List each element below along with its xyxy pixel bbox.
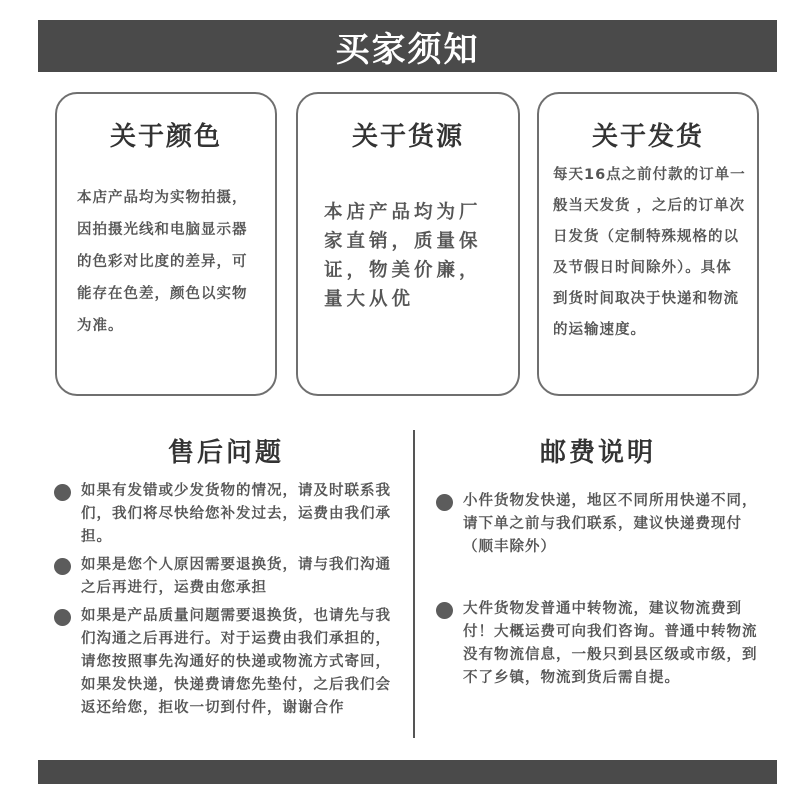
after-sales-item: [54, 480, 400, 549]
page-banner: [38, 20, 777, 72]
shipping-title: 邮费说明: [539, 438, 656, 468]
color-notice-text: 本店产品均为实物拍摄，因拍摄光线和电脑显示器的色彩对比度的差异，可能存在色差，颜色以实物为准。: [77, 190, 248, 334]
delivery-notice-text: 每天16点之前付款的订单一般当天发货 ，之后的订单次日发货（定制特殊规格的以及节假日时间除外）。具体到货时间取决于快递和物流的运输速度。: [553, 167, 746, 338]
bullet-dot-icon: [54, 558, 71, 575]
delivery-notice-title: 关于发货: [591, 122, 704, 152]
after-sales-item-text: 如果是您个人原因需要退换货，请与我们沟通之后再进行，运费由您承担: [81, 557, 391, 596]
after-sales-item: [54, 605, 400, 720]
footer-bar: [38, 760, 777, 784]
after-sales-item-text: 如果是产品质量问题需要退换货，也请先与我们沟通之后再进行。对于运费由我们承担的，请您按照事先沟通好的快递或物流方式寄回，如果发快递，快递费请您先垫付，之后我们会返还给您，拒收一切到付件，谢谢合作: [81, 608, 391, 716]
after-sales-item-text: 如果有发错或少发货物的情况，请及时联系我们，我们将尽快给您补发过去，运费由我们承担。: [81, 483, 391, 545]
color-notice-card: [55, 92, 277, 396]
source-notice-card: [296, 92, 520, 396]
source-notice-text: 本店产品均为厂家直销，质量保证，物美价廉，量大从优: [324, 202, 482, 310]
color-notice-title: 关于颜色: [109, 122, 222, 152]
after-sales-title: 售后问题: [167, 438, 284, 468]
page-title: 买家须知: [335, 29, 480, 70]
delivery-notice-card: [537, 92, 759, 396]
shipping-item-text: 小件货物发快递，地区不同所用快递不同，请下单之前与我们联系，建议快递费现付（顺丰除外）: [463, 493, 758, 555]
bullet-dot-icon: [436, 602, 453, 619]
shipping-item-text: 大件货物发普通中转物流，建议物流费到付！大概运费可向我们咨询。普通中转物流没有物流信息，一般只到县区级或市级，到不了乡镇，物流到货后需自提。: [463, 601, 758, 686]
shipping-item: [436, 598, 766, 690]
column-divider: [413, 430, 415, 738]
bullet-dot-icon: [54, 609, 71, 626]
bullet-dot-icon: [436, 494, 453, 511]
bullet-dot-icon: [54, 484, 71, 501]
after-sales-item: [54, 554, 400, 600]
source-notice-title: 关于货源: [351, 122, 464, 152]
shipping-item: [436, 490, 766, 559]
